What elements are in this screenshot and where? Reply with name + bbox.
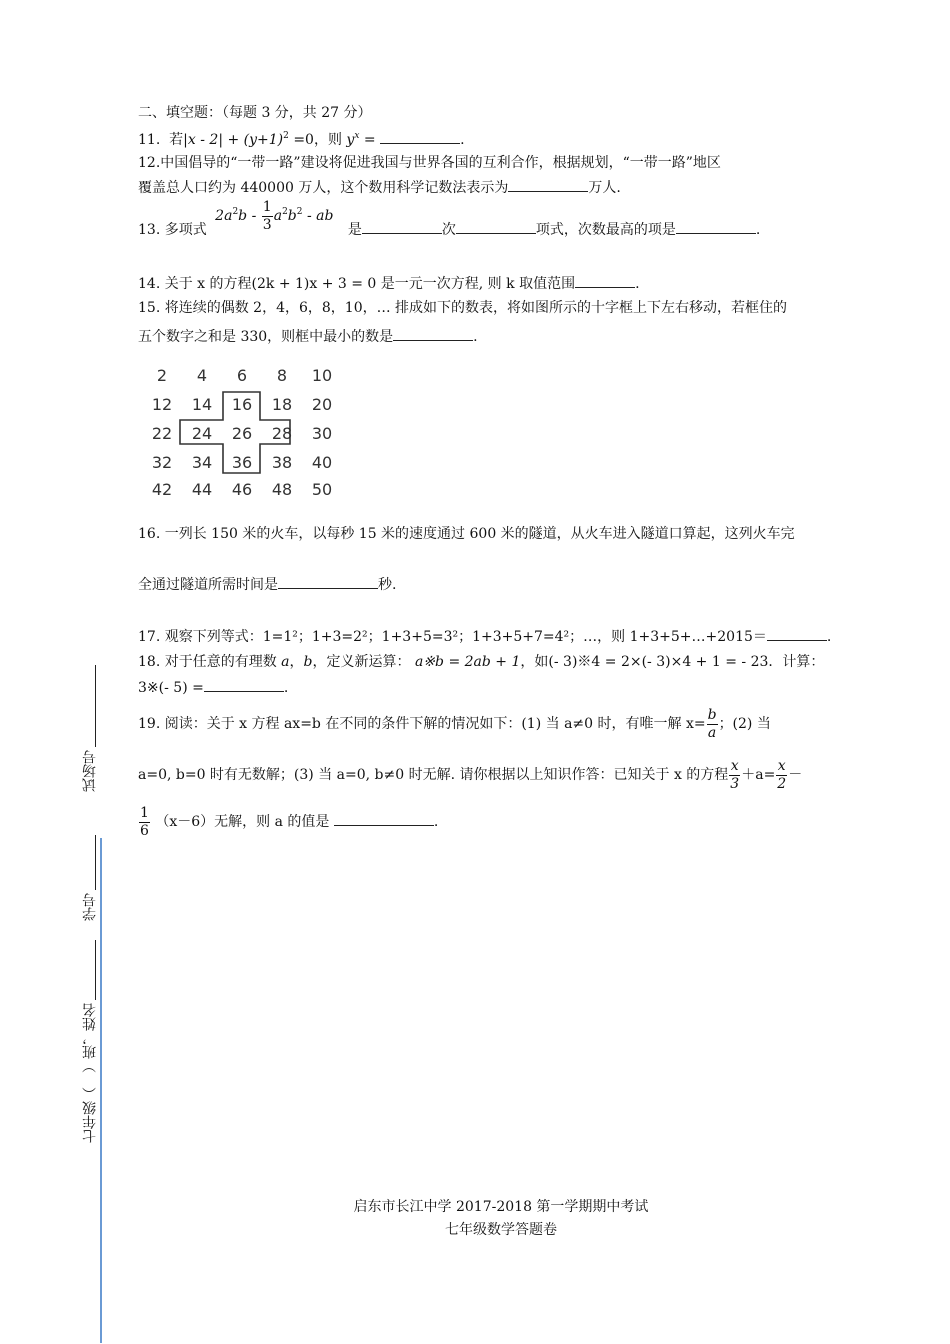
question-13	[138, 198, 761, 250]
q13-frac-den: 3	[262, 216, 272, 233]
q15-end: .	[473, 329, 478, 345]
q19-line2: a=0, b=0 时有无数解；(3) 当 a=0, b≠0 时无解. 请你根据以上知识作答：已知关于 x 的方程	[138, 767, 729, 783]
grid-cell: 46	[231, 480, 253, 499]
q13-blank-degree[interactable]	[362, 219, 442, 234]
q13-xiang: 项式，次数最高的项是	[535, 222, 676, 238]
q19-line1: 19. 阅读：关于 x 方程 ax=b 在不同的条件下解的情况如下：(1) 当 a≠0 时，有唯一解 x=	[138, 716, 706, 732]
question-15-line1: 15. 将连续的偶数 2，4，6，8，10，… 排成如下的数表，将如图所示的十字框上下左右移动，若框住的	[138, 300, 788, 316]
q11-square: 2	[283, 131, 289, 141]
q18-line1d: ．计算：	[768, 654, 825, 670]
cross-frame	[142, 362, 342, 502]
q11-text: 若	[169, 132, 184, 148]
exam-no-label: 试场号	[82, 750, 98, 792]
q15-answer-blank[interactable]	[393, 326, 473, 341]
q13-term1: 2a	[215, 208, 233, 224]
q19-mid: ＋a=	[741, 767, 776, 783]
q13-frac-num: 1	[262, 198, 272, 215]
q11-y: y	[346, 132, 355, 148]
footer-school: 启东市长江中学 2017-2018 第一学期期中考试	[353, 1199, 649, 1215]
question-19-line2	[138, 755, 802, 795]
q18-definition: a※b = 2ab + 1	[414, 654, 521, 670]
grid-cell: 16	[231, 395, 253, 414]
grid-cell: 8	[276, 366, 288, 385]
q14-text: 14. 关于 x 的方程(2k + 1)x + 3 = 0 是一元一次方程, 则 k 取值范围	[138, 276, 576, 292]
q19-frac-x3-den: 3	[730, 775, 740, 792]
q18-line1a: 18. 对于任意的有理数	[138, 654, 277, 670]
q18-line2: 3※(- 5) =	[138, 680, 204, 696]
q13-term2: a	[273, 208, 283, 224]
grid-cell: 48	[271, 480, 293, 499]
q19-line1b: ；(2) 当	[718, 716, 771, 732]
grid-cell: 50	[311, 480, 333, 499]
q19-frac-16-num: 1	[140, 804, 149, 821]
grid-cell: 18	[271, 395, 293, 414]
q11-tail: =	[363, 132, 376, 148]
q14-end: .	[635, 276, 640, 292]
q11-num: 11.	[138, 132, 161, 148]
q11-expr: |x - 2| + (y+1)	[183, 132, 284, 148]
q13-prefix: 13. 多项式	[138, 222, 207, 238]
q13-sq1: 2	[232, 207, 239, 217]
question-18-line1	[138, 652, 824, 672]
q18-a: a	[281, 654, 290, 670]
q19-line3: （x－6）无解，则 a 的值是	[155, 814, 330, 830]
question-18-line2	[138, 677, 288, 698]
grid-cell: 36	[231, 453, 253, 472]
q11-end: .	[460, 132, 465, 148]
q19-minus: －	[788, 767, 803, 783]
exam-no-field[interactable]	[95, 665, 96, 747]
q18-line1b: ，定义新运算：	[312, 654, 411, 670]
grid-cell: 4	[196, 366, 208, 385]
q13-ci: 次	[441, 222, 456, 238]
q13-end: .	[755, 222, 761, 238]
grid-cell: 24	[191, 424, 213, 443]
student-no-label: 学号	[82, 893, 98, 921]
q18-b: b	[303, 654, 313, 670]
question-16-line2	[138, 574, 396, 595]
grid-cell: 32	[151, 453, 173, 472]
q13-blank-highest[interactable]	[676, 219, 756, 234]
q17-answer-blank[interactable]	[767, 626, 827, 641]
q16-answer-blank[interactable]	[278, 574, 378, 589]
q19-frac-x2-num: x	[777, 757, 786, 774]
q15-line2: 五个数字之和是 330，则框中最小的数是	[138, 329, 394, 345]
q13-is: 是	[347, 222, 362, 238]
question-12-line2	[138, 177, 621, 198]
q13-term2b: b	[287, 208, 297, 224]
q13-sq3: 2	[296, 207, 303, 217]
grid-cell: 44	[191, 480, 213, 499]
q16-line2: 全通过隧道所需时间是	[138, 577, 278, 593]
grid-cell: 28	[271, 424, 293, 443]
grid-cell: 14	[191, 395, 213, 414]
q18-end: .	[283, 680, 289, 696]
grid-cell: 26	[231, 424, 253, 443]
q19-frac-b: b	[707, 706, 717, 723]
q13-sq2: 2	[282, 207, 288, 217]
footer-title: 七年级数学答题卷	[445, 1222, 557, 1238]
grid-cell: 30	[311, 424, 333, 443]
q18-line1c: ，如	[520, 654, 549, 670]
even-number-grid	[142, 362, 342, 502]
question-11	[138, 129, 465, 150]
q12-answer-blank[interactable]	[508, 177, 588, 192]
q18-comma: ，	[289, 654, 304, 670]
grid-cell: 12	[151, 395, 173, 414]
q19-frac-x3-num: x	[730, 757, 739, 774]
q19-frac-a: a	[707, 724, 717, 741]
question-17	[138, 626, 831, 647]
q19-answer-blank[interactable]	[334, 811, 434, 826]
q13-term1b: b -	[238, 208, 257, 224]
question-16-line1: 16. 一列长 150 米的火车，以每秒 15 米的速度通过 600 米的隧道，从火车进入隧道口算起，这列火车完	[138, 526, 795, 542]
q11-eq: =0，则	[293, 132, 342, 148]
grid-cell: 42	[151, 480, 173, 499]
question-19-line3	[138, 802, 438, 842]
grid-cell: 2	[156, 366, 168, 385]
question-12-line1: 12.中国倡导的“一带一路”建设将促进我国与世界各国的互利合作，根据规划，“一带一路”地区	[138, 155, 721, 171]
q12-line2b: 万人.	[588, 180, 621, 196]
q19-end: .	[433, 814, 439, 830]
class-name-label: 七年级（ ）班，姓名	[82, 1003, 98, 1143]
grid-cell: 22	[151, 424, 173, 443]
grid-cell: 38	[271, 453, 293, 472]
section-header: 二、填空题：（每题 3 分，共 27 分）	[138, 105, 372, 121]
grid-cell: 20	[311, 395, 333, 414]
binding-margin-line	[100, 838, 102, 1343]
q14-answer-blank[interactable]	[575, 273, 635, 288]
q13-term3: - ab	[306, 208, 334, 224]
q18-answer-blank[interactable]	[204, 677, 284, 692]
q17-text: 17. 观察下列等式：1=1²；1+3=2²；1+3+5=3²；1+3+5+7=4²；…，则 1+3+5+…+2015＝	[138, 629, 767, 645]
question-14	[138, 273, 640, 294]
grid-cell: 6	[236, 366, 248, 385]
grid-cell: 40	[311, 453, 333, 472]
q17-end: .	[826, 629, 832, 645]
q19-frac-16-den: 6	[140, 822, 149, 839]
q13-blank-terms[interactable]	[456, 219, 536, 234]
q19-frac-x2-den: 2	[777, 775, 787, 792]
q11-x: x	[354, 131, 360, 141]
q12-line2a: 覆盖总人口约为 440000 万人，这个数用科学记数法表示为	[138, 180, 509, 196]
q16-end: 秒.	[378, 577, 397, 593]
grid-cell: 34	[191, 453, 213, 472]
q18-example: (- 3)※4 = 2×(- 3)×4 + 1 = - 23	[548, 654, 769, 670]
grid-cell: 10	[311, 366, 333, 385]
q11-answer-blank[interactable]	[380, 129, 460, 144]
question-19-line1	[138, 704, 771, 744]
student-no-field[interactable]	[95, 835, 96, 890]
question-15-line2	[138, 326, 478, 347]
name-field[interactable]	[95, 940, 96, 1000]
